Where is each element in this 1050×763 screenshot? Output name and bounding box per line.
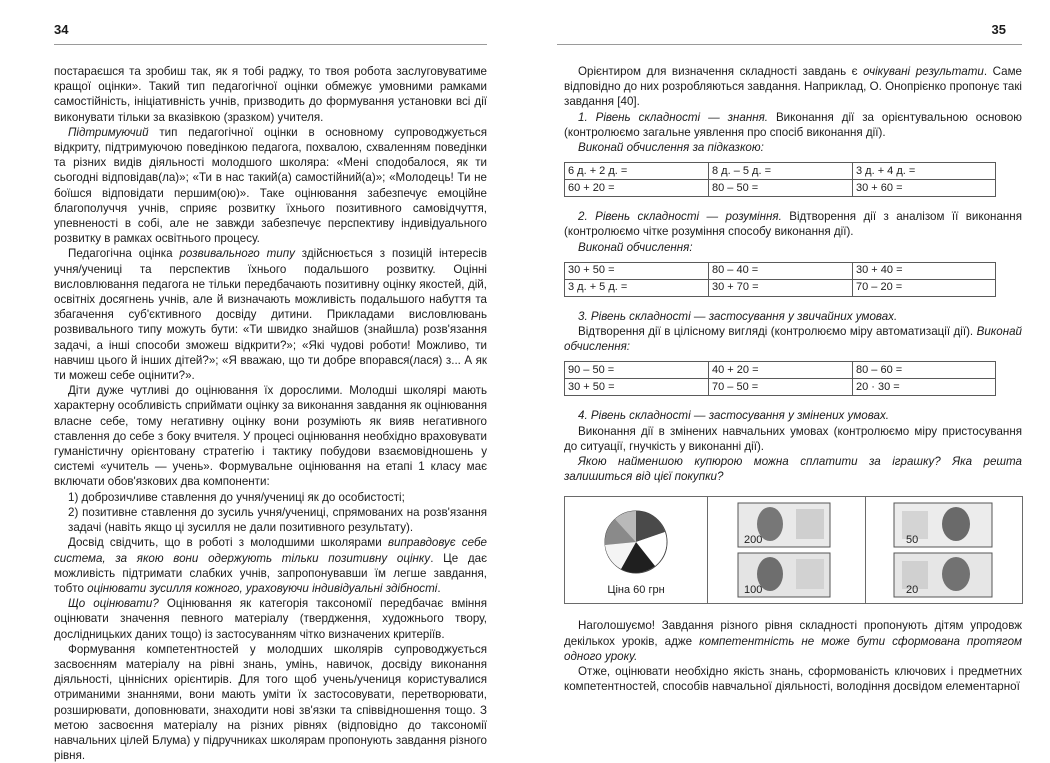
banknotes-cell-1 [708, 497, 866, 603]
level-4-title: 4. Рівень складності — застосування у змінених умовах. [578, 409, 889, 423]
banknote-20-label: 20 [906, 584, 919, 597]
list-item-2: 2) позитивне ставлення до зусиль учня/учениці, спрямованих на розв'язання задачі (навіть якщо ці зусилля не дали позитивного результату). [68, 505, 487, 535]
paragraph-3: Педагогічна оцінка розвивального типу здійснюється з позицій інтересів учня/учениці та перспектив їхнього подальшого розвитку. Оцінні висловлювання педагога не тільки передбачають позитивну оцінку якостей, дій, освітніх досягнень учнів, але й визначають можливість подальшого набуття та збагачення суб'єктивного досвіду дитини. Прикладами висловлювань розвивального типу можуть бути: «Ти швидко знайшов (знайшла) розв'язання задачі, а інші способи зможеш відкрити?»; «Які чудові роботи! Можливо, ти навчиш цього й інших дітей?»; «Я вважаю, що ти добре впорався(лася) з... А як ти можеш себе оцінити?». [54, 247, 487, 383]
paragraph-7: Формування компетентностей у молодших школярів супроводжується засвоєнням матеріалу на рівні знань, умінь, навичок, досвіду виконання діяльності, ціннісних орієнтирів. Для того щоб учень/учениця користувалися отриманими знаннями, вони мають уміти їх застосовувати, перетворювати, розширювати, доповнювати, знаходити нові зв'язки та співвідношення тощо. З метою засвоєння матеріалу на різних рівнях (відповідно до таксономії навчальних цілей Блума) у підручниках школярам пропонують завдання різного рівня. [54, 642, 487, 763]
header-rule-right [557, 44, 1022, 45]
price-label: Ціна 60 грн [607, 584, 665, 597]
list-item-1: 1) доброзичливе ставлення до учня/учениці як до особистості; [68, 490, 405, 504]
table-row: 30 + 50 = 70 – 50 = 20 · 30 = [565, 379, 996, 396]
page-number-right: 35 [991, 22, 1006, 37]
level-3-title: 3. Рівень складності — застосування у звичайних умовах. [578, 309, 898, 323]
table-row: 90 – 50 = 40 + 20 = 80 – 60 = [565, 362, 996, 379]
banknote-200-label: 200 [744, 534, 763, 547]
level-1-table [564, 162, 996, 197]
level-2-text: 2. Рівень складності — розуміння. Відтворення дії з аналізом її виконання (контролюємо чітке розуміння способу виконання дії). [564, 210, 1022, 239]
banknote-100-label: 100 [744, 584, 763, 597]
paragraph-1: постараєшся та зробиш так, як я тобі раджу, то твоя робота заслуговуватиме кращої оцінки». Такий тип педагогічної оцінки обмежує умовними рамками самостійність, ініціативність учнів, призводить до формування установки всі дії виконувати тільки за вказівкою (зразком) учителя. [54, 65, 487, 124]
paragraph-5: Досвід свідчить, що в роботі з молодшими школярами виправдовує себе система, за якою вони одержують тільки позитивну оцінку. Це дає можливість підтримати слабких учнів, запропонувавши їм легше завдання, тобто оцінювати зусилля кожного, ураховуючи індивідуальні здібності. [54, 536, 487, 595]
level-1-text: 1. Рівень складності — знання. Виконання дії за орієнтувальною основою (контролюємо загальне уявлення про спосіб виконання дії). [564, 110, 1022, 139]
banknote-images-2 [866, 497, 1024, 603]
outro-paragraph-2: Отже, оцінювати необхідно якість знань, сформованість ключових і предметних компетентностей, способів навчальної діяльності, володіння досвідом елементарної [564, 665, 1022, 694]
paragraph-6: Що оцінювати? Оцінювання як категорія таксономії передбачає вміння оцінювати значення певного матеріалу (твердження, художнього твору, дослідницьких даних тощо) із застосуванням чітко визначених критеріїв. [54, 597, 487, 641]
table-row: 30 + 50 = 80 – 40 = 30 + 40 = [565, 262, 996, 279]
paragraph-2: Підтримуючий тип педагогічної оцінки в основному супроводжується відкриту, підтримуючою поведінкою педагога, похвалою, схваленням поведінки та різних видів діяльності молодшого школяра: «Мені сподобалося, як ти сьогодні відповідав(ла)»; «Ти в нас такий(а) самостійний(а)»; «Молодець! Ти не боїшся відповідати першим(ою)». Таке оцінювання забезпечує емоційне благополуччя учнів, сприяє розвитку їхнього позитивного самовідчуття, упевненості в собі, але не завжди забезпечує перспективу індивідуального розвитку в рамках освітнього процесу. [54, 125, 487, 246]
level-2-table [564, 262, 996, 297]
banknote-50-label: 50 [906, 534, 919, 547]
level-4-text: Виконання дії в змінених навчальних умовах (контролюємо міру пристосування до ситуації, гнучкість у виконанні дії). [564, 424, 1022, 453]
banknote-images [708, 497, 865, 603]
level-3-table [564, 361, 996, 396]
table-row: 6 д. + 2 д. = 8 д. – 5 д. = 3 д. + 4 д. = [565, 163, 996, 180]
table-row: 3 д. + 5 д. = 30 + 70 = 70 – 20 = [565, 279, 996, 296]
banknotes-cell-2 [866, 497, 1024, 603]
right-column [564, 64, 1022, 694]
money-figure [564, 496, 1023, 604]
paragraph-4: Діти дуже чутливі до оцінювання їх дорослими. Молодші школярі мають характерну особливість сприймати оцінку за виконання завдання як оцінювання власне себе, тому негативну оцінку вони розуміють як вияв негативного ставлення до себе з боку вчителя. У процесі оцінювання необхідно враховувати гуманістичну орієнтовану стратегію і тактику побудови взаємовідношень у системі «учитель — учень». Формувальне оцінювання на етапі 1 класу має включати обов'язкових два компоненти: [54, 384, 487, 489]
level-2-instruction: Виконай обчислення: [578, 240, 693, 254]
header-rule-left [54, 44, 487, 45]
level-1-instruction: Виконай обчислення за підказкою: [578, 141, 764, 155]
ball-cell [565, 497, 708, 603]
level-3-text: Відтворення дії в цілісному вигляді (контролюємо міру автоматизації дії). Виконай обчислення: [564, 325, 1022, 354]
intro-paragraph: Орієнтиром для визначення складності завдань є очікувані результати. Саме відповідно до них розробляються завдання. Наприклад, О. Онопрієнко пропонує такі завдання [40]. [564, 65, 1022, 109]
table-row: 60 + 20 = 80 – 50 = 30 + 60 = [565, 180, 996, 197]
level-4-question: Якою найменшою купюрою можна сплатити за іграшку? Яка решта залишиться від цієї покупки? [564, 455, 1022, 484]
left-column [54, 64, 487, 763]
page-number-left: 34 [54, 22, 69, 37]
right-page [525, 0, 1050, 760]
outro-paragraph-1: Наголошуємо! Завдання різного рівня складності пропонують дітям упродовж декількох уроків, адже компетентність не може бути сформована протягом одного уроку. [564, 619, 1022, 663]
